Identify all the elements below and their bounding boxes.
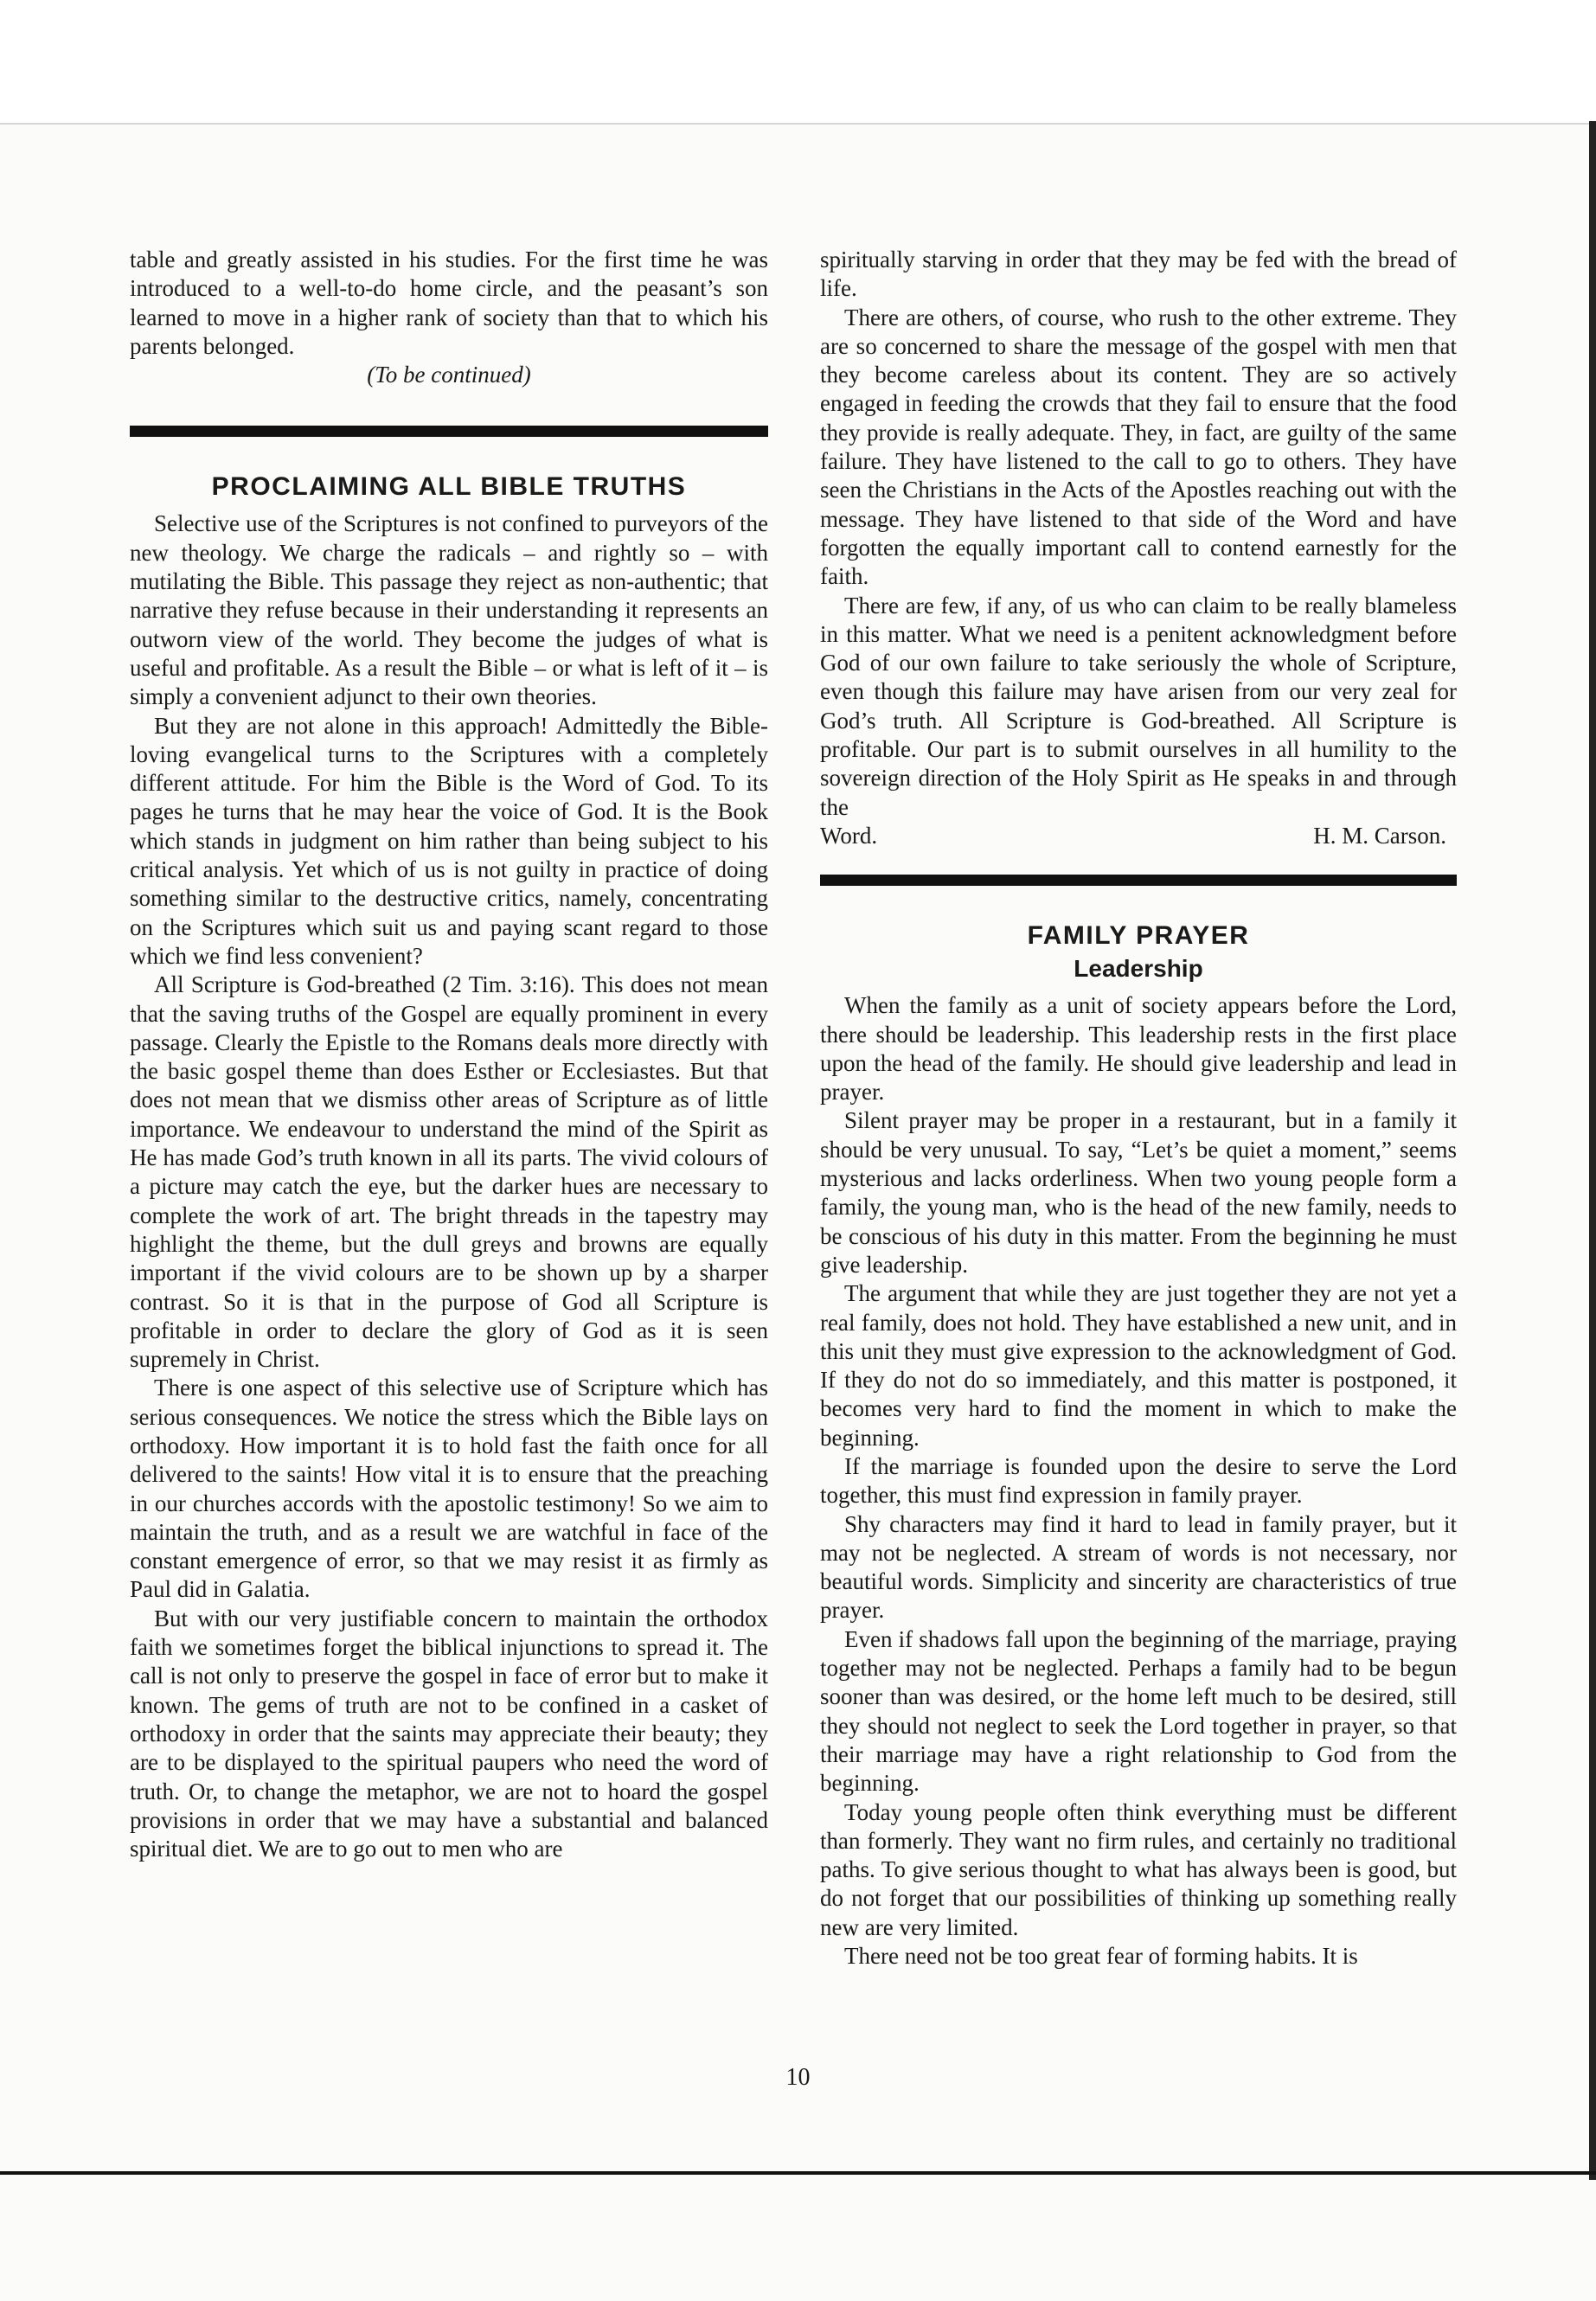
paragraph: There are others, of course, who rush to the other extreme. They are so concerned to share the message of the gospel with men that they become careless about its content. They are so actively engaged in feeding the crowds that they fail to ensure that the food they provide is really adequate. They, in fact, are guilty of the same failure. They have listened to the call to go to others. They have seen the Christians in the Acts of the Apostles reaching out with the message. They have listened to that side of the Word and have forgotten the equally important call to contend earnestly for the faith. [820,304,1457,590]
paragraph: Today young people often think everything must be different than formerly. They want no firm rules, and certainly no traditional paths. To give serious thought to what has always been is good, but do not forget that our possibilities of thinking up something really new are very limited. [820,1798,1457,1940]
author-signature: H. M. Carson. [1313,822,1446,849]
paragraph: The argument that while they are just together they are not yet a real family, does not hold. They have established a new unit, and in this unit they must give expression to the acknowledgment of God. If they do not do so immediately, and this matter is postponed, it becomes very hard to find the moment in which to make the beginning. [820,1280,1457,1451]
continuation-paragraph: spiritually starving in order that they may be fed with the bread of life. [820,247,1457,302]
section-divider [130,426,768,437]
continued-note: (To be continued) [367,362,531,388]
intro-paragraph: table and greatly assisted in his studies. For the first time he was introduced to a well-to-do home circle, and the peasant’s son learned to move in a higher rank of society than that to which his parents belonged. [130,247,768,359]
paragraph: But they are not alone in this approach! Admittedly the Bible-loving evangelical turns to the Scriptures with a completely different attitude. For him the Bible is the Word of God. To its pages he turns that he may hear the voice of God. It is the Book which stands in judgment on him rather than being subject to his critical analysis. Yet which of us is not guilty in practice of doing something similar to the destructive critics, namely, concentrating on the Scriptures which suit us and paying scant regard to those which we find less convenient? [130,712,768,969]
closing-paragraph: There are few, if any, of us who can claim to be really blameless in this matter. What we need is a penitent acknowledgment before God of our own failure to take seriously the whole of Scripture, even though this failure may have arisen from our very zeal for God’s truth. All Scripture is God-breathed. All Scripture is profitable. Our part is to submit ourselves in all humility to the sovereign direction of the Holy Spirit as He speaks in and through the [820,592,1457,820]
paragraph: All Scripture is God-breathed (2 Tim. 3:16). This does not mean that the saving truths of the Gospel are equally prominent in every passage. Clearly the Epistle to the Romans deals more directly with the basic gospel theme than does Esther or Ecclesiastes. But that does not mean that we dismiss other areas of Scripture as of little importance. We endeavour to understand the mind of the Spirit as He has made God’s truth known in all its parts. The vivid colours of a picture may catch the eye, but the darker hues are necessary to complete the work of art. The bright threads in the tapestry may highlight the theme, but the dull greys and browns are equally important if the vivid colours are to be shown up by a sharper contrast. So it is that in the purpose of God all Scripture is profitable in order to declare the glory of God as it is seen supremely in Christ. [130,971,768,1373]
signoff-line [820,822,1457,850]
right-column [820,246,1457,1971]
paragraph: But with our very justifiable concern to maintain the orthodox faith we sometimes forget the biblical injunctions to spread it. The call is not only to preserve the gospel in face of error but to make it known. The gems of truth are not to be confined in a casket of orthodoxy in order that the saints may appreciate their beauty; they are to be displayed to the spiritual paupers who need the word of truth. Or, to change the metaphor, we are not to hoard the gospel provisions in order that we may have a substantial and balanced spiritual diet. We are to go out to men who are [130,1605,768,1862]
paragraph: Silent prayer may be proper in a restaurant, but in a family it should be very unusual. To say, “Let’s be quiet a moment,” seems mysterious and lacks orderliness. When two young people form a family, the young man, who is the head of the new family, needs to be conscious of his duty in this matter. From the beginning he must give leadership. [820,1107,1457,1278]
right-page-edge [1589,121,1596,2180]
left-column [130,246,768,1863]
article-title: PROCLAIMING ALL BIBLE TRUTHS [211,472,687,502]
paragraph: There is one aspect of this selective use of Scripture which has serious consequences. We notice the stress which the Bible lays on orthodoxy. How important it is to hold fast the faith once for all delivered to the saints! How vital it is to ensure that the preaching in our churches accords with the apostolic testimony! So we aim to maintain the truth, and as a result we are watchful in face of the constant emergence of error, so that we may resist it as firmly as Paul did in Galatia. [130,1375,768,1603]
paragraph: Selective use of the Scriptures is not confined to purveyors of the new theology. We charge the radicals – and rightly so – with mutilating the Bible. This passage they reject as non-authentic; that narrative they refuse because in their understanding it represents an outworn view of the world. They become the judges of what is useful and profitable. As a result the Bible – or what is left of it – is simply a convenient adjunct to their own theories. [130,510,768,710]
bottom-page-edge [0,2171,1596,2175]
top-page-edge [0,0,1596,125]
paragraph: Shy characters may find it hard to lead in family prayer, but it may not be neglected. A stream of words is not necessary, nor beautiful words. Simplicity and sincerity are characteristics of true prayer. [820,1510,1457,1624]
paragraph: When the family as a unit of society appears before the Lord, there should be leadership. This leadership rests in the first place upon the head of the family. He should give leadership and lead in prayer. [820,992,1457,1106]
article-subtitle: Leadership [1074,955,1203,983]
paragraph: If the marriage is founded upon the desire to serve the Lord together, this must find expression in family prayer. [820,1452,1457,1509]
section-divider [820,875,1457,886]
article-title: FAMILY PRAYER [1027,921,1250,951]
paragraph: Even if shadows fall upon the beginning of the marriage, praying together may not be neglected. Perhaps a family had to be begun sooner than was desired, or the home left much to be desired, still they should not neglect to seek the Lord together in prayer, so that their marriage may have a right relationship to God from the beginning. [820,1625,1457,1797]
closing-last-word: Word. [820,822,878,849]
page-number: 10 [785,2064,811,2091]
paragraph: There need not be too great fear of forming habits. It is [844,1943,1358,1970]
